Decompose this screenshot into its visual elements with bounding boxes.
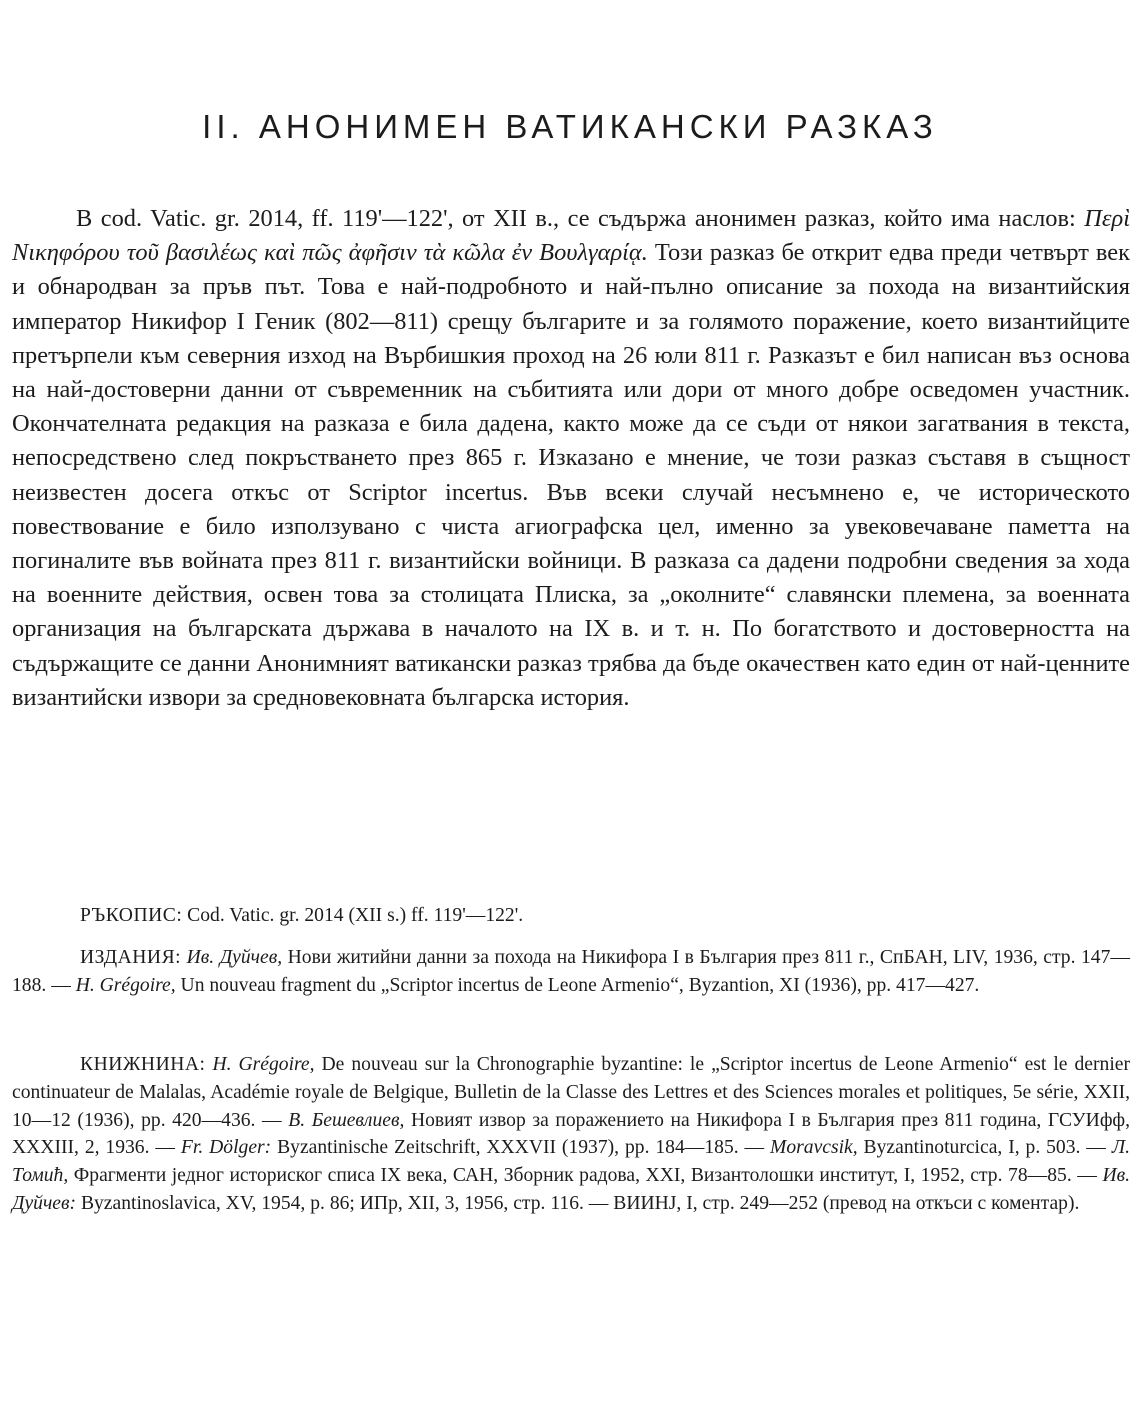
editions-entry bbox=[12, 944, 1130, 1000]
literature-entry bbox=[12, 1051, 1130, 1218]
editions-text-2: Un nouveau fragment du „Scriptor incertus de Leone Armenio“, Byzantion, XI (1936), pp. 417—427. bbox=[175, 974, 980, 996]
editions-author-2: H. Grégoire, bbox=[75, 974, 176, 996]
manuscript-label: РЪКОПИС: bbox=[80, 905, 183, 926]
literature-text-3: Byzantinische Zeitschrift, XXXVII (1937), pp. 184—185. — bbox=[271, 1137, 771, 1159]
editions-text-1: Нови житийни данни за похода на Никифора I в България през 811 г., СпБАН, LIV, 1936, стр. 147—188. — bbox=[12, 947, 1130, 996]
manuscript-entry bbox=[12, 902, 1130, 930]
chapter-title: II. АНОНИМЕН ВАТИКАНСКИ РАЗКАЗ bbox=[202, 108, 938, 145]
editions-label: ИЗДАНИЯ: bbox=[80, 947, 182, 968]
literature-text-1: De nouveau sur la Chronographie byzantine: le „Scriptor incertus de Leone Armenio“ est le dernier continuateur de Malalas, Académie royale de Belgique, Bulletin de la Classe des Lettres et des Sciences morales et politiques, 5e série, XXII, 10—12 (1936), pp. 420—436. — bbox=[12, 1054, 1130, 1131]
body-text-rest: Този разказ бе открит едва преди четвърт век и обнародван за пръв път. Това е най-подробното и най-пълно описание за похода на византийския император Никифор I Геник (802—811) срещу българите и за голямото поражение, което византийците претърпели към северния изход на Върбишкия проход на 26 юли 811 г. Разказът е бил написан въз основа на най-достоверни данни от съвременник на събитията или дори от много добре осведомен участник. Окончателната редакция на разказа е била дадена, както може да се съди от някои загатвания в текста, непосредствено след покръстването през 865 г. Изказано е мнение, че този разказ съставя в същност неизвестен досега откъс от Scriptor incertus. Във всеки случай несъмнено е, че историческото повествование е било използувано с чиста агиографска цел, именно за увековечаване паметта на погиналите във войната през 811 г. византийски войници. В разказа са дадени подробни сведения за хода на военните действия, освен това за столицата Плиска, за „околните“ славянски племена, за военната организация на българската държава в началото на IX в. и т. н. По богатството и достоверността на съдържащите се данни Анонимният ватикански разказ трябва да бъде окачествен като един от най-ценните византийски извори за средновековната българска история. bbox=[12, 239, 1130, 711]
literature-author-1: H. Grégoire, bbox=[212, 1054, 315, 1075]
literature-text-5: Фрагменти једног историског списа IX века, САН, Зборник радова, XXI, Византолошки институт, I, 1952, стр. 78—85. — bbox=[68, 1165, 1103, 1187]
literature-text-4: Byzantinoturcica, I, p. 503. — bbox=[857, 1137, 1112, 1159]
manuscript-text: Cod. Vatic. gr. 2014 (XII s.) ff. 119'—122'. bbox=[182, 905, 524, 926]
literature-author-3: Fr. Dölger: bbox=[180, 1137, 272, 1159]
literature-text-6: Byzantinoslavica, XV, 1954, p. 86; ИПр, XII, 3, 1956, стр. 116. — ВИИНЈ, I, стр. 249—252 (превод на откъси с коментар). bbox=[76, 1192, 1080, 1214]
editions-author-1: Ив. Дуйчев, bbox=[186, 947, 283, 968]
literature-author-2: В. Бешевлиев, bbox=[288, 1109, 405, 1131]
literature-author-6: Ив. Дуйчев: bbox=[12, 1165, 1130, 1214]
literature-label: КНИЖНИНА: bbox=[80, 1054, 206, 1075]
literature-author-4: Moravcsik, bbox=[770, 1137, 858, 1159]
main-paragraph bbox=[12, 202, 1130, 715]
body-text-start: В cod. Vatic. gr. 2014, ff. 119'—122', от XII в., се съдържа анонимен разказ, който има наслов: bbox=[76, 205, 1085, 232]
literature-text-2: Новият извор за поражението на Никифора I в България през 811 година, ГСУИфф, XXXIII, 2, 1936. — bbox=[12, 1109, 1130, 1159]
greek-title: Περὶ Νικηφόρου τοῦ βασιλέως καὶ πῶς ἀφῆσιν τὰ κῶλα ἐν Βουλγαρίᾳ. bbox=[12, 205, 1130, 267]
literature-author-5: Л. Томић, bbox=[12, 1137, 1130, 1187]
